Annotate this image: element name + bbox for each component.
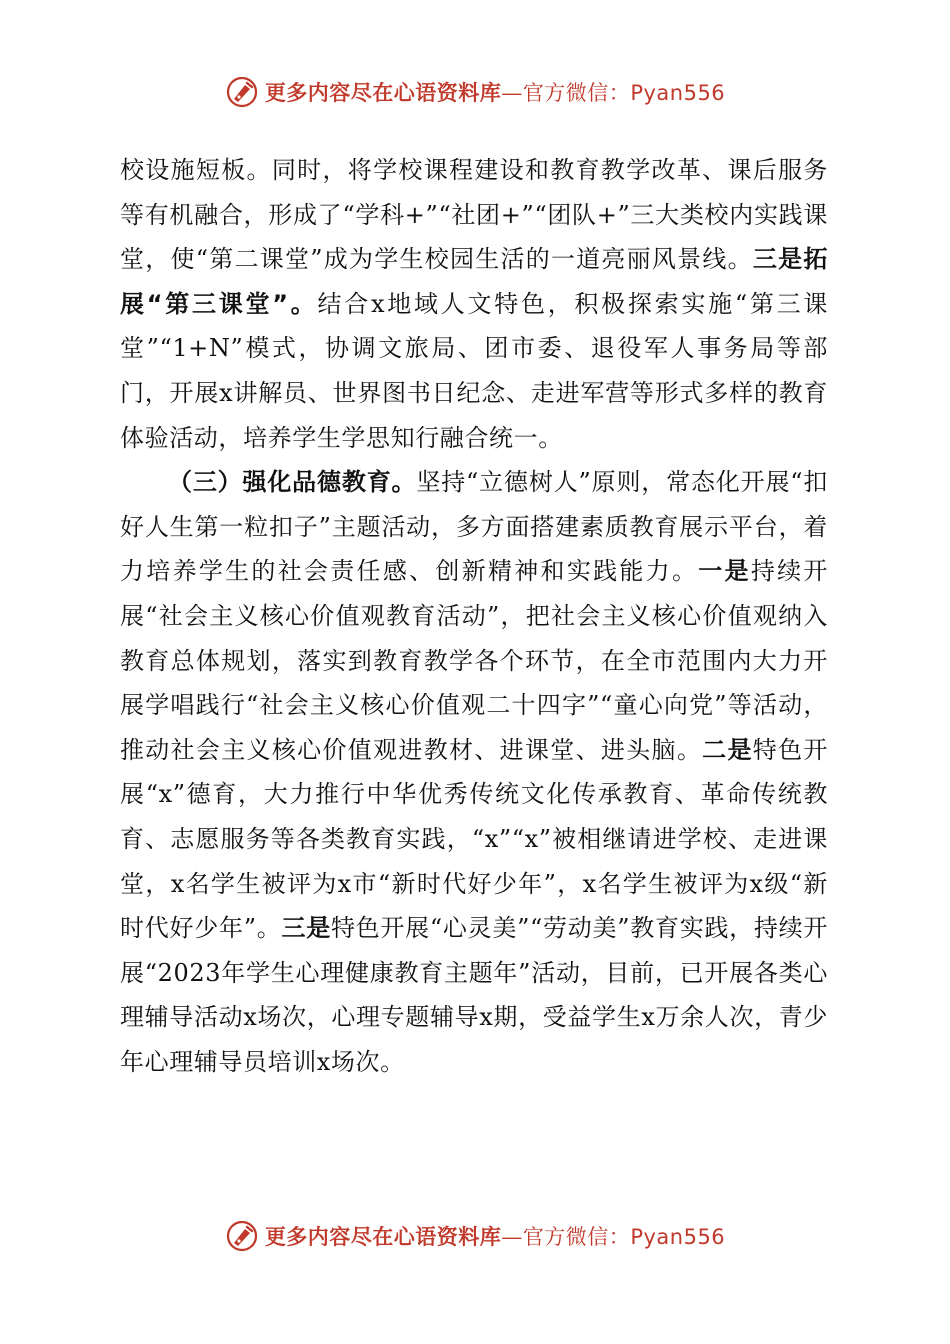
- header-watermark: [0, 70, 950, 114]
- bold-heading-segment: 三是拓展“第三课堂”。: [120, 245, 828, 318]
- watermark-text: [265, 1221, 725, 1251]
- watermark-contact-label: 官方微信：: [522, 81, 631, 105]
- text-segment: 校设施短板。同时，将学校课程建设和教育教学改革、课后服务等有机融合，形成了“学科+”“社团+”“团队+”三大类校内实践课堂，使“第二课堂”成为学生校园生活的一道亮丽风景线。: [120, 156, 828, 274]
- section-heading: （三）强化品德教育。: [168, 468, 417, 497]
- watermark-slogan: 更多内容尽在心语资料库: [264, 1224, 502, 1249]
- watermark-contact-id: Pyan556: [630, 1225, 726, 1249]
- text-segment: 结合x地域人文特色，积极探索实施“第三课堂”“1+N”模式，协调文旅局、团市委、退役军人事务局等部门，开展x讲解员、世界图书日纪念、走进军营等形式多样的教育体验活动，培养学生学思知行融合统一。: [120, 289, 828, 452]
- watermark-separator: —: [501, 1225, 523, 1249]
- pen-nib-circle-icon: [225, 1219, 259, 1253]
- watermark-contact-label: 官方微信：: [522, 1225, 631, 1249]
- footer-watermark: [0, 1214, 950, 1258]
- bold-heading-segment: 三是: [281, 914, 331, 943]
- pen-nib-circle-icon: [225, 75, 259, 109]
- paragraph-2: [120, 460, 828, 1084]
- bold-heading-segment: 一是: [698, 557, 751, 586]
- watermark-contact-id: Pyan556: [630, 81, 726, 105]
- watermark-slogan: 更多内容尽在心语资料库: [264, 80, 502, 105]
- text-segment: 持续开展“社会主义核心价值观教育活动”，把社会主义核心价值观纳入教育总体规划，落实到教育教学各个环节，在全市范围内大力开展学唱践行“社会主义核心价值观二十四字”“童心向党”等活动，推动社会主义核心价值观进教材、进课堂、进头脑。: [120, 557, 828, 764]
- paragraph-1: [120, 148, 828, 460]
- text-segment: 坚持“立德树人”原则，常态化开展“扣好人生第一粒扣子”主题活动，多方面搭建素质教育展示平台，着力培养学生的社会责任感、创新精神和实践能力。: [120, 468, 829, 586]
- document-body: [120, 148, 828, 1084]
- watermark-text: [265, 77, 725, 107]
- text-segment: 特色开展“x”德育，大力推行中华优秀传统文化传承教育、革命传统教育、志愿服务等各类教育实践，“x”“x”被相继请进学校、走进课堂，x名学生被评为x市“新时代好少年”，x名学生被评为x级“新时代好少年”。: [120, 735, 828, 943]
- bold-heading-segment: 二是: [702, 735, 753, 764]
- watermark-separator: —: [501, 81, 523, 105]
- text-segment: 特色开展“心灵美”“劳动美”教育实践，持续开展“2023年学生心理健康教育主题年”活动，目前，已开展各类心理辅导活动x场次，心理专题辅导x期，受益学生x万余人次，青少年心理辅导员培训x场次。: [120, 914, 828, 1076]
